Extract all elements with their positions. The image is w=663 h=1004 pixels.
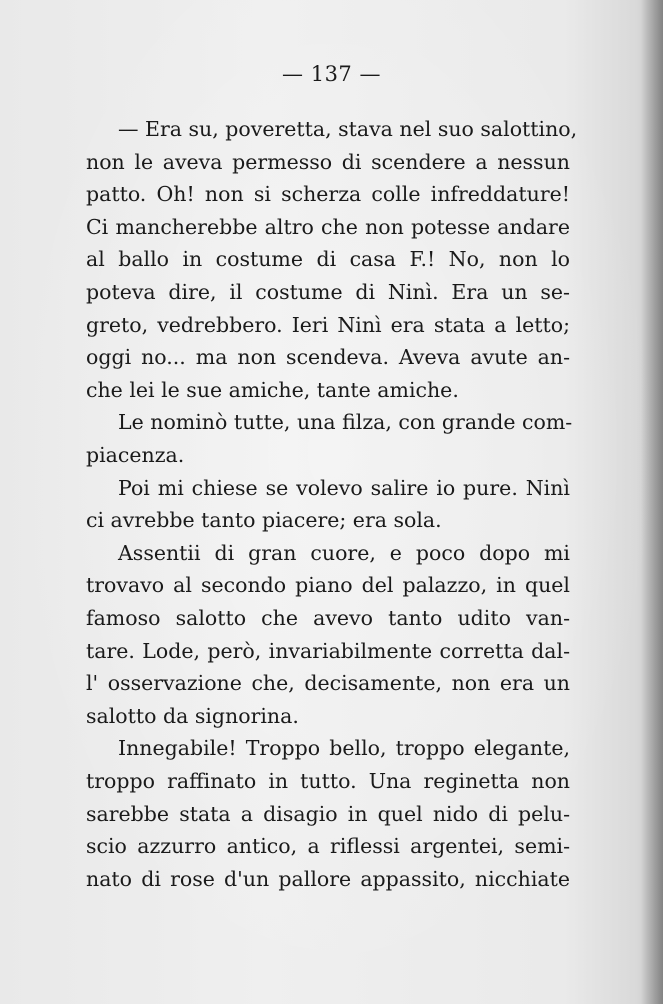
text-line: tare. Lode, però, invariabilmente corretta dal- [86,638,570,663]
text-line: trovavo al secondo piano del palazzo, in quel [86,573,570,598]
text-line: greto, vedrebbero. Ieri Ninì era stata a letto; [86,312,570,337]
text-line: l' osservazione che, decisamente, non era un [86,671,570,696]
text-line: Assentii di gran cuore, e poco dopo mi [118,540,570,565]
text-line: sarebbe stata a disagio in quel nido di pelu- [86,801,570,826]
text-line: salotto da signorina. [86,703,299,728]
text-line: Le nominò tutte, una filza, con grande com- [118,410,573,435]
text-line: al ballo in costume di casa F.! No, non lo [86,247,570,272]
text-line: nato di rose d'un pallore appassito, nicchiate [86,866,570,891]
text-line: troppo raffinato in tutto. Una reginetta non [86,769,570,793]
text-line: Poi mi chiese se volevo salire io pure. Ninì [118,475,570,500]
text-line: Ci mancherebbe altro che non potesse andare [86,214,570,239]
text-line: piacenza. [86,443,185,467]
text-line: Innegabile! Troppo bello, troppo elegante, [118,736,570,761]
text-line: famoso salotto che avevo tanto udito van- [86,606,570,630]
text-line: poteva dire, il costume di Ninì. Era un se- [86,280,570,304]
text-line: non le aveva permesso di scendere a nessun [86,149,570,174]
text-line: che lei le sue amiche, tante amiche. [86,377,459,402]
text-line: scio azzurro antico, a riflessi argentei, semi- [86,834,570,859]
text-line: oggi no... ma non scendeva. Aveva avute an- [86,345,570,370]
text-line: ci avrebbe tanto piacere; era sola. [86,508,442,533]
text-line: — Era su, poveretta, stava nel suo salottino, [118,117,578,141]
page-number: — 137 — [282,62,381,86]
page-spine-shadow [641,0,663,1004]
text-line: patto. Oh! non si scherza colle infreddature! [86,182,570,207]
